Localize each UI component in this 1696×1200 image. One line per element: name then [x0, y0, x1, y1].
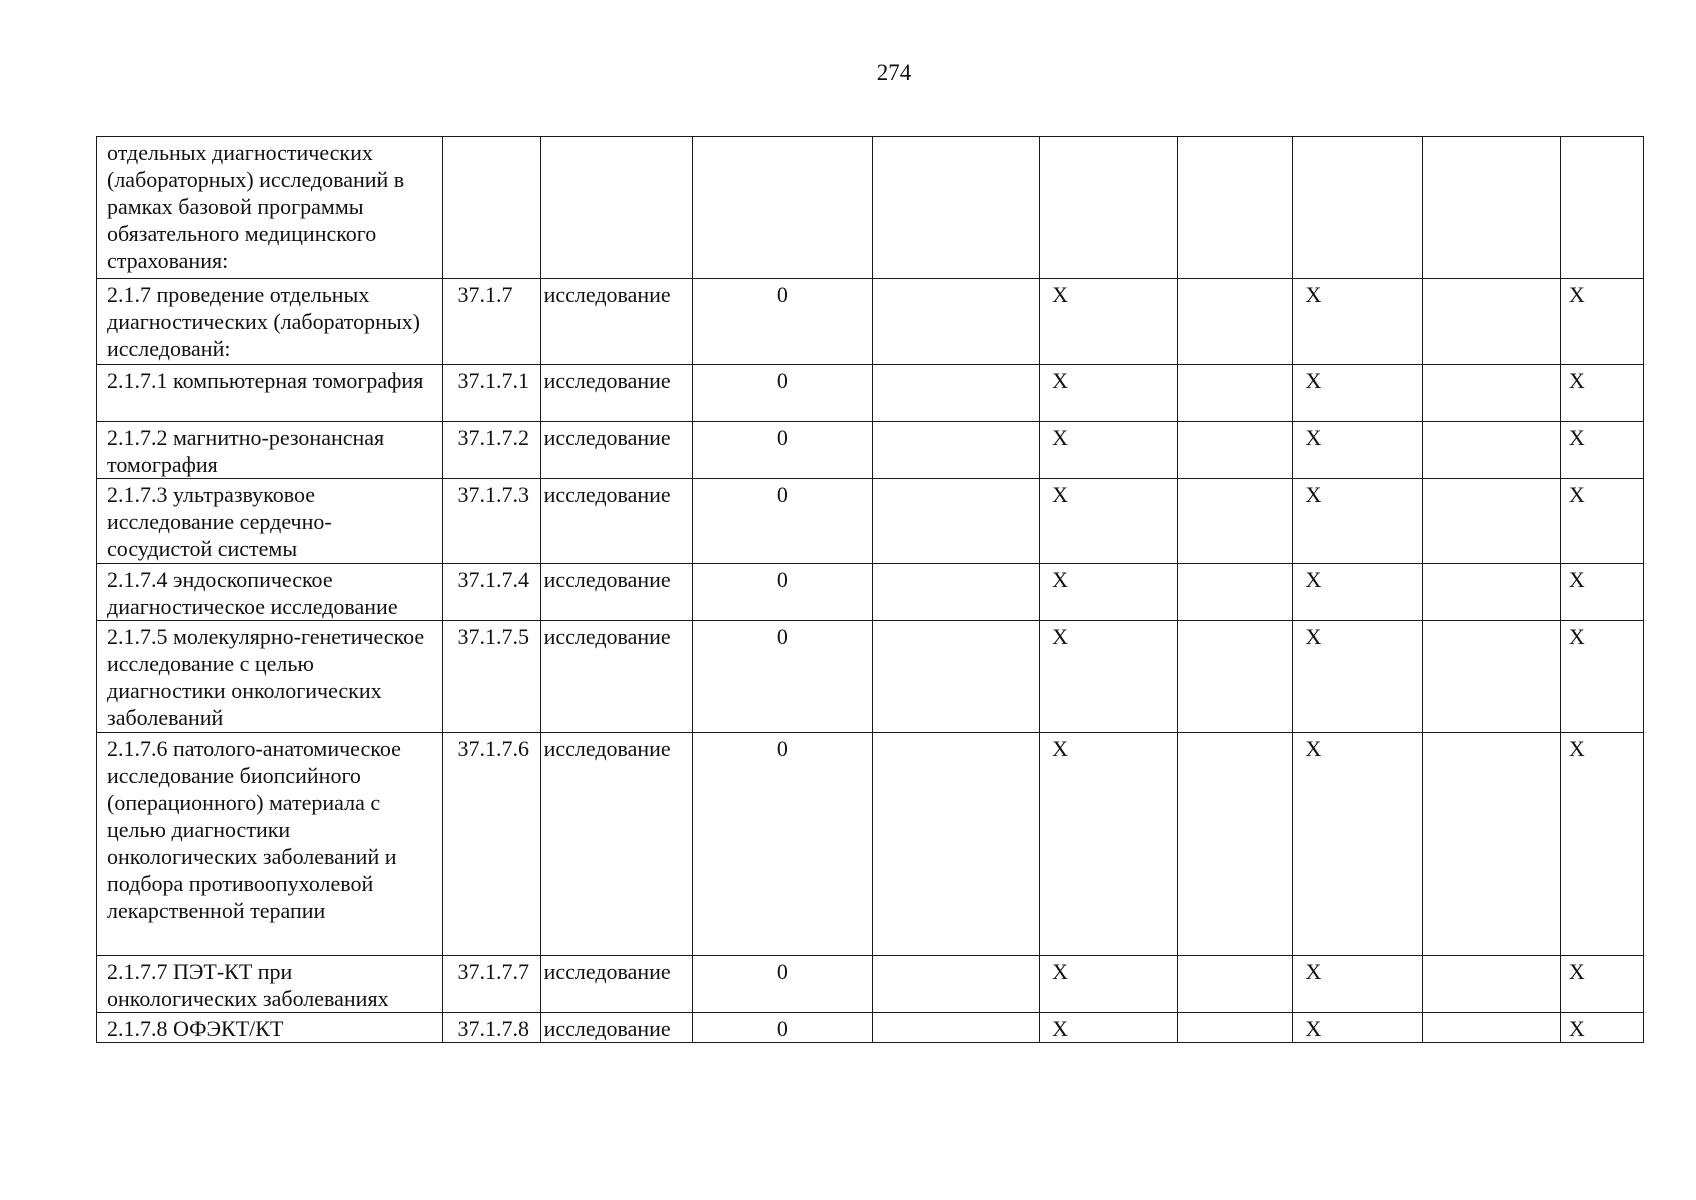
row-code-cell: 37.1.7.8	[443, 1013, 540, 1043]
row-name-cell: 2.1.7.5 молекулярно-генетическое исследование с целью диагностики онкологических заболеваний	[97, 621, 443, 733]
row-x-cell: X	[1293, 564, 1422, 621]
empty-cell	[872, 279, 1039, 365]
row-x-cell: X	[1560, 365, 1643, 422]
empty-cell	[1422, 279, 1560, 365]
row-x-cell: X	[1293, 733, 1422, 956]
row-x-cell: X	[1293, 279, 1422, 365]
row-value-cell: 0	[692, 279, 872, 365]
empty-cell	[872, 621, 1039, 733]
empty-cell	[1422, 479, 1560, 564]
table-row	[97, 733, 1644, 956]
row-code-cell: 37.1.7.7	[443, 956, 540, 1013]
empty-cell	[1178, 621, 1293, 733]
table-row-continuation	[97, 137, 1644, 279]
row-unit-cell: исследование	[540, 1013, 692, 1043]
empty-cell	[692, 137, 872, 279]
empty-cell	[872, 137, 1039, 279]
empty-cell	[872, 1013, 1039, 1043]
empty-cell	[1178, 733, 1293, 956]
table-row	[97, 422, 1644, 479]
row-x-cell: X	[1560, 621, 1643, 733]
table-row	[97, 956, 1644, 1013]
row-x-cell: X	[1293, 1013, 1422, 1043]
row-x-cell: X	[1560, 956, 1643, 1013]
row-unit-cell: исследование	[540, 479, 692, 564]
data-table	[96, 136, 1644, 1043]
row-unit-cell: исследование	[540, 733, 692, 956]
table-row	[97, 564, 1644, 621]
empty-cell	[872, 365, 1039, 422]
row-x-cell: X	[1040, 733, 1178, 956]
row-x-cell: X	[1560, 479, 1643, 564]
empty-cell	[1293, 137, 1422, 279]
empty-cell	[1422, 564, 1560, 621]
row-unit-cell: исследование	[540, 279, 692, 365]
row-name-cell: 2.1.7.8 ОФЭКТ/КТ	[97, 1013, 443, 1043]
row-name-cell: 2.1.7.7 ПЭТ-КТ при онкологических заболеваниях	[97, 956, 443, 1013]
empty-cell	[1422, 422, 1560, 479]
row-code-cell: 37.1.7.6	[443, 733, 540, 956]
row-value-cell: 0	[692, 733, 872, 956]
row-value-cell: 0	[692, 956, 872, 1013]
empty-cell	[872, 733, 1039, 956]
empty-cell	[1178, 956, 1293, 1013]
empty-cell	[1178, 1013, 1293, 1043]
empty-cell	[1422, 956, 1560, 1013]
row-name-cell: 2.1.7 проведение отдельных диагностических (лабораторных) исследованй:	[97, 279, 443, 365]
row-name-cell: 2.1.7.4 эндоскопическое диагностическое исследование	[97, 564, 443, 621]
empty-cell	[872, 422, 1039, 479]
row-unit-cell: исследование	[540, 365, 692, 422]
table-row	[97, 279, 1644, 365]
empty-cell	[1422, 365, 1560, 422]
empty-cell	[1422, 137, 1560, 279]
empty-cell	[540, 137, 692, 279]
row-x-cell: X	[1560, 279, 1643, 365]
row-x-cell: X	[1293, 956, 1422, 1013]
row-value-cell: 0	[692, 422, 872, 479]
empty-cell	[1178, 479, 1293, 564]
empty-cell	[1178, 422, 1293, 479]
row-code-cell: 37.1.7.5	[443, 621, 540, 733]
row-name-cell: отдельных диагностических (лабораторных) исследований в рамках базовой программы обязательного медицинского страхования:	[97, 137, 443, 279]
row-value-cell: 0	[692, 1013, 872, 1043]
row-x-cell: X	[1040, 479, 1178, 564]
empty-cell	[1422, 1013, 1560, 1043]
empty-cell	[1040, 137, 1178, 279]
row-x-cell: X	[1040, 365, 1178, 422]
row-x-cell: X	[1293, 365, 1422, 422]
row-x-cell: X	[1560, 564, 1643, 621]
row-name-cell: 2.1.7.1 компьютерная томография	[97, 365, 443, 422]
empty-cell	[1422, 621, 1560, 733]
empty-cell	[443, 137, 540, 279]
table-row	[97, 621, 1644, 733]
empty-cell	[1178, 137, 1293, 279]
empty-cell	[1422, 733, 1560, 956]
row-x-cell: X	[1293, 621, 1422, 733]
page-number: 274	[876, 60, 912, 85]
row-x-cell: X	[1293, 479, 1422, 564]
empty-cell	[1560, 137, 1643, 279]
empty-cell	[1178, 279, 1293, 365]
row-name-cell: 2.1.7.6 патолого-анатомическое исследование биопсийного (операционного) материала с целью диагностики онкологических заболеваний и подбора противоопухолевой лекарственной терапии	[97, 733, 443, 956]
empty-cell	[872, 956, 1039, 1013]
row-code-cell: 37.1.7.2	[443, 422, 540, 479]
row-value-cell: 0	[692, 479, 872, 564]
row-code-cell: 37.1.7.1	[443, 365, 540, 422]
row-x-cell: X	[1040, 1013, 1178, 1043]
row-value-cell: 0	[692, 621, 872, 733]
empty-cell	[872, 479, 1039, 564]
row-x-cell: X	[1040, 956, 1178, 1013]
empty-cell	[1178, 564, 1293, 621]
row-code-cell: 37.1.7	[443, 279, 540, 365]
row-x-cell: X	[1560, 1013, 1643, 1043]
row-value-cell: 0	[692, 365, 872, 422]
empty-cell	[1178, 365, 1293, 422]
row-unit-cell: исследование	[540, 422, 692, 479]
row-x-cell: X	[1040, 621, 1178, 733]
row-unit-cell: исследование	[540, 564, 692, 621]
row-unit-cell: исследование	[540, 956, 692, 1013]
row-x-cell: X	[1040, 564, 1178, 621]
row-unit-cell: исследование	[540, 621, 692, 733]
empty-cell	[872, 564, 1039, 621]
row-x-cell: X	[1040, 279, 1178, 365]
row-x-cell: X	[1560, 733, 1643, 956]
row-x-cell: X	[1560, 422, 1643, 479]
row-name-cell: 2.1.7.2 магнитно-резонансная томография	[97, 422, 443, 479]
row-value-cell: 0	[692, 564, 872, 621]
table-row	[97, 365, 1644, 422]
row-code-cell: 37.1.7.3	[443, 479, 540, 564]
row-name-cell: 2.1.7.3 ультразвуковое исследование сердечно-сосудистой системы	[97, 479, 443, 564]
row-x-cell: X	[1040, 422, 1178, 479]
row-x-cell: X	[1293, 422, 1422, 479]
table-row	[97, 1013, 1644, 1043]
row-code-cell: 37.1.7.4	[443, 564, 540, 621]
table-row	[97, 479, 1644, 564]
